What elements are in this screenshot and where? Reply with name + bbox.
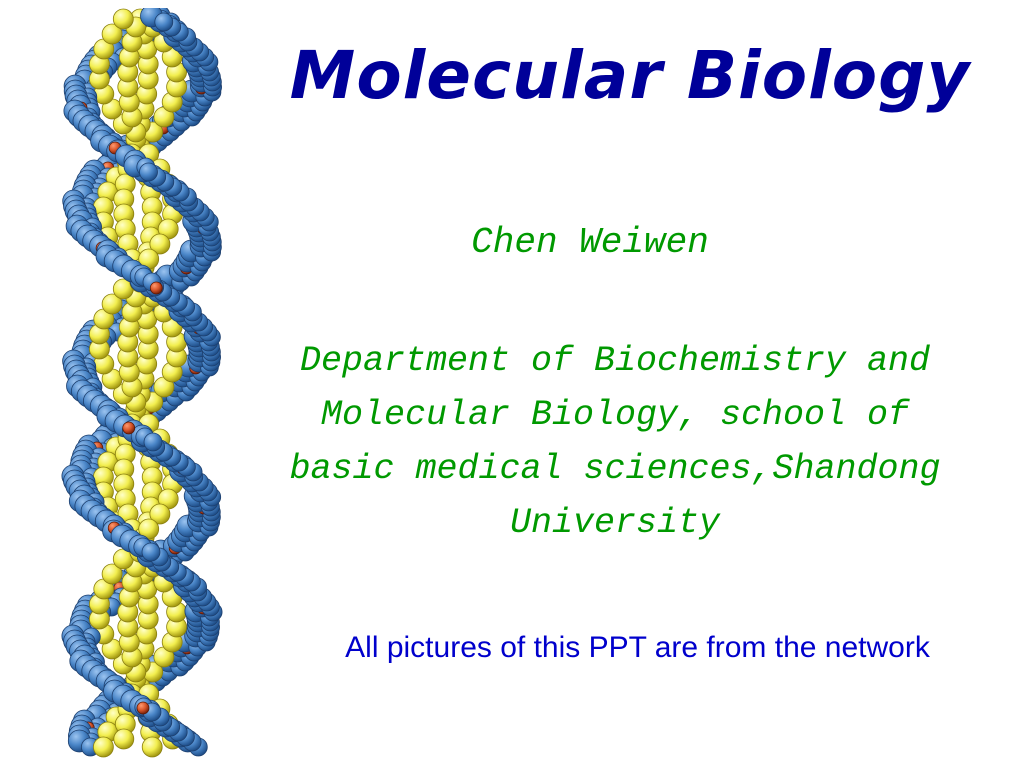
department-line: Department of Biochemistry and bbox=[299, 341, 931, 381]
image-credit-note: All pictures of this PPT are from the network bbox=[345, 631, 930, 664]
author-name: Chen Weiwen bbox=[471, 222, 709, 263]
department-affiliation bbox=[250, 334, 980, 550]
department-line: University bbox=[509, 503, 721, 543]
department-line: basic medical sciences,Shandong bbox=[289, 449, 941, 489]
department-line: Molecular Biology, school of bbox=[320, 395, 910, 435]
dna-double-helix-icon bbox=[40, 8, 250, 758]
slide-title: Molecular Biology bbox=[289, 37, 971, 114]
